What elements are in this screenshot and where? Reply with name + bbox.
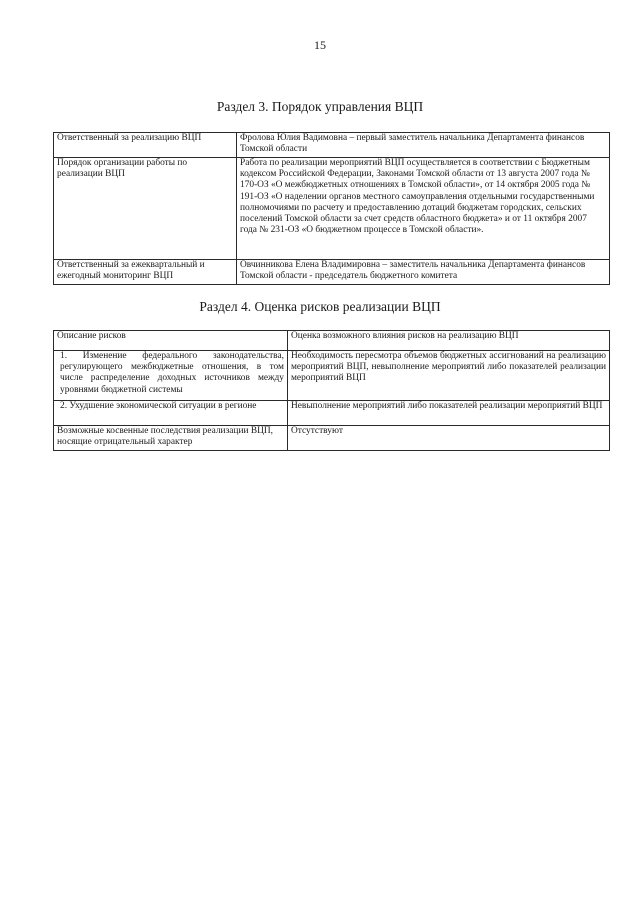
table-row — [54, 133, 610, 158]
section3-title: Раздел 3. Порядок управления ВЦП — [216, 99, 424, 114]
risk-impact: Отсутствуют — [288, 426, 610, 451]
table-row — [54, 351, 610, 401]
risk-impact: Необходимость пересмотра объемов бюджетных ассигнований на реализацию мероприятий ВЦП, невыполнение мероприятий либо показателей реализации мероприятий ВЦП — [288, 351, 610, 401]
organization-value: Работа по реализации мероприятий ВЦП осуществляется в соответствии с Бюджетным кодексом Российской Федерации, Законами Томской области от 13 августа 2007 года № 170-ОЗ «О межбюджетных отношениях в Томской области», от 14 октября 2005 года № 191-ОЗ «О наделении органов местного самоуправления отдельными государственными полномочиями по расчету и предоставлению дотаций бюджетам городских, сельских поселений Томской области за счет средств областного бюджета» и от 11 октября 2007 года № 231-ОЗ «О бюджетном процессе в Томской области». — [237, 158, 610, 260]
risk-description: 1. Изменение федерального законодательства, регулирующего межбюджетные отношения, в том числе распределение доходных источников между уровнями бюджетной системы — [54, 351, 288, 401]
risk-description: Возможные косвенные последствия реализации ВЦП, носящие отрицательный характер — [54, 426, 288, 451]
management-table — [53, 132, 610, 285]
table-row — [54, 260, 610, 285]
table-header-row — [54, 331, 610, 351]
table-row — [54, 426, 610, 451]
header-risk-description: Описание рисков — [54, 331, 288, 351]
section4-title: Раздел 4. Оценка рисков реализации ВЦП — [199, 299, 441, 314]
risk-impact: Невыполнение мероприятий либо показателей реализации мероприятий ВЦП — [288, 401, 610, 426]
organization-label: Порядок организации работы по реализации ВЦП — [54, 158, 237, 260]
risk-description: 2. Ухудшение экономической ситуации в регионе — [54, 401, 288, 426]
responsible-label: Ответственный за реализацию ВЦП — [54, 133, 237, 158]
page-number: 15 — [314, 38, 326, 52]
table-row — [54, 401, 610, 426]
monitoring-label: Ответственный за ежеквартальный и ежегодный мониторинг ВЦП — [54, 260, 237, 285]
header-risk-impact: Оценка возможного влияния рисков на реализацию ВЦП — [288, 331, 610, 351]
monitoring-value: Овчинникова Елена Владимировна – заместитель начальника Департамента финансов Томской области - председатель бюджетного комитета — [237, 260, 610, 285]
risks-table — [53, 330, 610, 451]
table-row — [54, 158, 610, 260]
responsible-value: Фролова Юлия Вадимовна – первый заместитель начальника Департамента финансов Томской области — [237, 133, 610, 158]
